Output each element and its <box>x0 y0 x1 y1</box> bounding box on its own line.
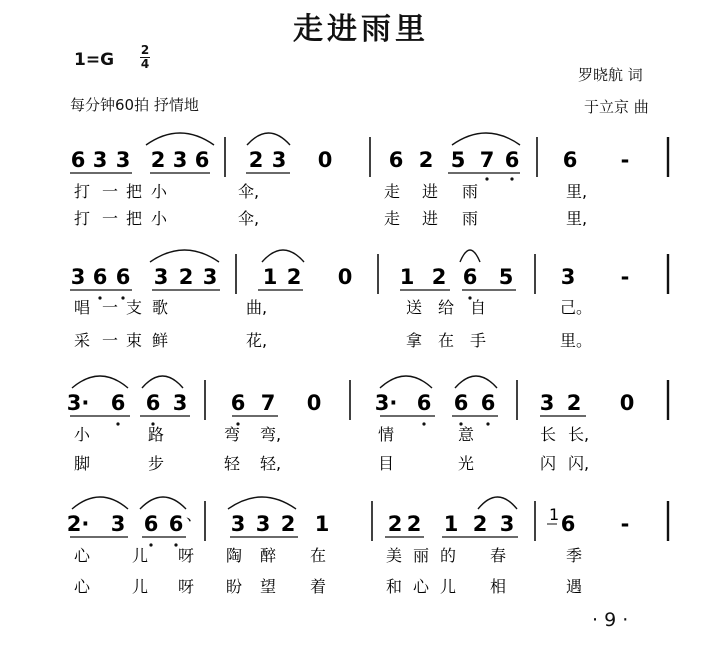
slur <box>460 250 480 262</box>
slur <box>455 376 497 388</box>
slur <box>452 133 520 145</box>
lyric-char: 束 <box>126 331 143 350</box>
note: 3 <box>230 512 246 536</box>
note: - <box>620 148 630 172</box>
note: 3 <box>172 148 188 172</box>
note: 2 <box>178 265 194 289</box>
slur <box>380 376 432 388</box>
slur <box>146 133 214 145</box>
lyric-char: 己。 <box>560 298 593 317</box>
lyric-char: 弯, <box>260 425 282 444</box>
lyric-char: 醉 <box>260 546 277 565</box>
note: 3 <box>70 265 86 289</box>
note: 1 <box>314 512 330 536</box>
note: 3 <box>271 148 287 172</box>
lyric-char: 和 <box>386 577 403 596</box>
lyric-char: 给 <box>438 298 455 317</box>
note: 3 <box>172 391 188 415</box>
note: 1 <box>262 265 278 289</box>
ornament-mark: 1 <box>549 505 560 524</box>
note: - <box>620 512 630 536</box>
octave-dot <box>510 177 513 180</box>
lyric-char: 雨 <box>462 209 479 228</box>
lyric-char: 雨 <box>462 182 479 201</box>
lyric-char: 光 <box>458 454 475 473</box>
lyric-char: 走 <box>384 209 401 228</box>
octave-dot <box>422 422 425 425</box>
note: 6 <box>110 391 126 415</box>
note: 0 <box>619 391 635 415</box>
note: 2· <box>66 512 90 536</box>
lyric-char: 儿 <box>440 577 457 596</box>
song-title: 走进雨里 <box>293 12 429 47</box>
lyric-char: 步 <box>148 454 165 473</box>
tempo-marking: 每分钟60拍 抒情地 <box>70 96 199 114</box>
note: 2 <box>286 265 302 289</box>
lyric-char: 支 <box>126 298 143 317</box>
note: 2 <box>150 148 166 172</box>
note: 2 <box>248 148 264 172</box>
note: 1 <box>399 265 415 289</box>
slur <box>72 376 128 388</box>
lyric-char: 儿 <box>132 546 149 565</box>
slur <box>228 497 296 509</box>
note: 2 <box>406 512 422 536</box>
note: 6 <box>560 512 576 536</box>
lyric-char: 送 <box>406 298 423 317</box>
composer-credit: 于立京 曲 <box>584 98 649 116</box>
lyric-char: 曲, <box>246 298 268 317</box>
note: 6 <box>143 512 159 536</box>
lyric-char: 在 <box>438 331 455 350</box>
note: 2 <box>280 512 296 536</box>
lyric-char: 一 <box>102 209 119 228</box>
lyric-char: 弯 <box>224 425 241 444</box>
lyric-char: 相 <box>490 577 507 596</box>
octave-dot <box>149 543 152 546</box>
note: 2 <box>472 512 488 536</box>
lyric-char: 一 <box>102 298 119 317</box>
slur <box>247 133 290 145</box>
note: 6 <box>416 391 432 415</box>
note: 6 <box>388 148 404 172</box>
note: 6 <box>230 391 246 415</box>
lyric-char: 把 <box>126 209 143 228</box>
note: 0 <box>337 265 353 289</box>
note: 6 <box>115 265 131 289</box>
lyric-char: 的 <box>440 546 457 565</box>
octave-dot <box>485 177 488 180</box>
lyric-char: 陶 <box>226 546 243 565</box>
lyric-char: 一 <box>102 331 119 350</box>
lyric-char: 脚 <box>74 454 91 473</box>
note: 6 <box>462 265 478 289</box>
lyric-char: 春 <box>490 546 507 565</box>
lyric-char: 着 <box>310 577 327 596</box>
note: 6 <box>562 148 578 172</box>
lyric-char: 美 <box>386 546 403 565</box>
lyric-char: 一 <box>102 182 119 201</box>
note: 3 <box>92 148 108 172</box>
lyric-char: 歌 <box>152 298 169 317</box>
note: 6 <box>145 391 161 415</box>
note: 6 <box>70 148 86 172</box>
lyric-char: 鲜 <box>152 331 169 350</box>
note: 3· <box>66 391 90 415</box>
note: 1 <box>443 512 459 536</box>
lyric-char: 长 <box>540 425 557 444</box>
note: 2 <box>387 512 403 536</box>
lyric-char: 闪, <box>568 454 590 473</box>
note: 3 <box>202 265 218 289</box>
lyric-char: 心 <box>74 577 91 596</box>
lyric-char: 呀 <box>178 577 195 596</box>
note: 2 <box>431 265 447 289</box>
note: 6 <box>92 265 108 289</box>
lyric-char: 打 <box>74 182 91 201</box>
breath-mark: 、 <box>186 505 203 524</box>
lyric-char: 里。 <box>560 331 593 350</box>
octave-dot <box>486 422 489 425</box>
lyric-char: 采 <box>74 331 91 350</box>
note: 6 <box>453 391 469 415</box>
lyric-char: 拿 <box>406 331 423 350</box>
note: 6 <box>168 512 184 536</box>
slur <box>478 497 517 509</box>
note: 5 <box>498 265 514 289</box>
note: 3· <box>374 391 398 415</box>
note: 3 <box>153 265 169 289</box>
slur <box>150 250 219 262</box>
note: 3 <box>110 512 126 536</box>
slur <box>72 497 128 509</box>
lyric-char: 里, <box>566 209 588 228</box>
note: 7 <box>260 391 276 415</box>
page-number: · 9 · <box>592 609 629 631</box>
lyric-char: 进 <box>422 182 439 201</box>
note: - <box>620 265 630 289</box>
lyric-char: 心 <box>74 546 91 565</box>
lyric-char: 呀 <box>178 546 195 565</box>
lyric-char: 情 <box>378 425 395 444</box>
lyric-char: 望 <box>260 577 277 596</box>
lyric-char: 盼 <box>226 577 243 596</box>
lyric-char: 伞, <box>238 182 260 201</box>
note: 3 <box>560 265 576 289</box>
lyric-char: 目 <box>378 454 395 473</box>
lyric-char: 小 <box>151 209 168 228</box>
lyric-char: 唱 <box>74 298 91 317</box>
time-signature-top: 2 <box>140 43 150 57</box>
lyric-char: 自 <box>470 298 487 317</box>
lyric-char: 轻, <box>260 454 282 473</box>
lyric-char: 季 <box>566 546 583 565</box>
octave-dot <box>121 296 124 299</box>
lyric-char: 走 <box>384 182 401 201</box>
lyric-char: 意 <box>458 425 475 444</box>
octave-dot <box>116 422 119 425</box>
lyric-char: 小 <box>151 182 168 201</box>
lyric-char: 小 <box>74 425 91 444</box>
note: 6 <box>194 148 210 172</box>
note: 7 <box>479 148 495 172</box>
lyric-char: 路 <box>148 425 165 444</box>
note: 6 <box>504 148 520 172</box>
note: 0 <box>317 148 333 172</box>
note: 0 <box>306 391 322 415</box>
lyric-char: 闪 <box>540 454 557 473</box>
lyric-char: 进 <box>422 209 439 228</box>
note: 3 <box>255 512 271 536</box>
lyric-char: 花, <box>246 331 268 350</box>
slur <box>142 376 183 388</box>
slur <box>262 250 304 262</box>
lyric-char: 丽 <box>413 546 430 565</box>
note: 6 <box>480 391 496 415</box>
note: 3 <box>539 391 555 415</box>
lyric-char: 心 <box>413 577 430 596</box>
lyric-char: 手 <box>470 331 487 350</box>
lyric-char: 儿 <box>132 577 149 596</box>
time-signature-bottom: 4 <box>140 57 150 71</box>
key-signature: 1=G <box>74 50 115 70</box>
lyric-char: 里, <box>566 182 588 201</box>
slur <box>140 497 186 509</box>
lyricist-credit: 罗晓航 词 <box>578 66 643 84</box>
lyric-char: 长, <box>568 425 590 444</box>
lyric-char: 在 <box>310 546 327 565</box>
note: 2 <box>566 391 582 415</box>
note: 3 <box>115 148 131 172</box>
note: 5 <box>450 148 466 172</box>
lyric-char: 把 <box>126 182 143 201</box>
lyric-char: 伞, <box>238 209 260 228</box>
lyric-char: 轻 <box>224 454 241 473</box>
note: 3 <box>499 512 515 536</box>
lyric-char: 打 <box>74 209 91 228</box>
lyric-char: 遇 <box>566 577 583 596</box>
note: 2 <box>418 148 434 172</box>
